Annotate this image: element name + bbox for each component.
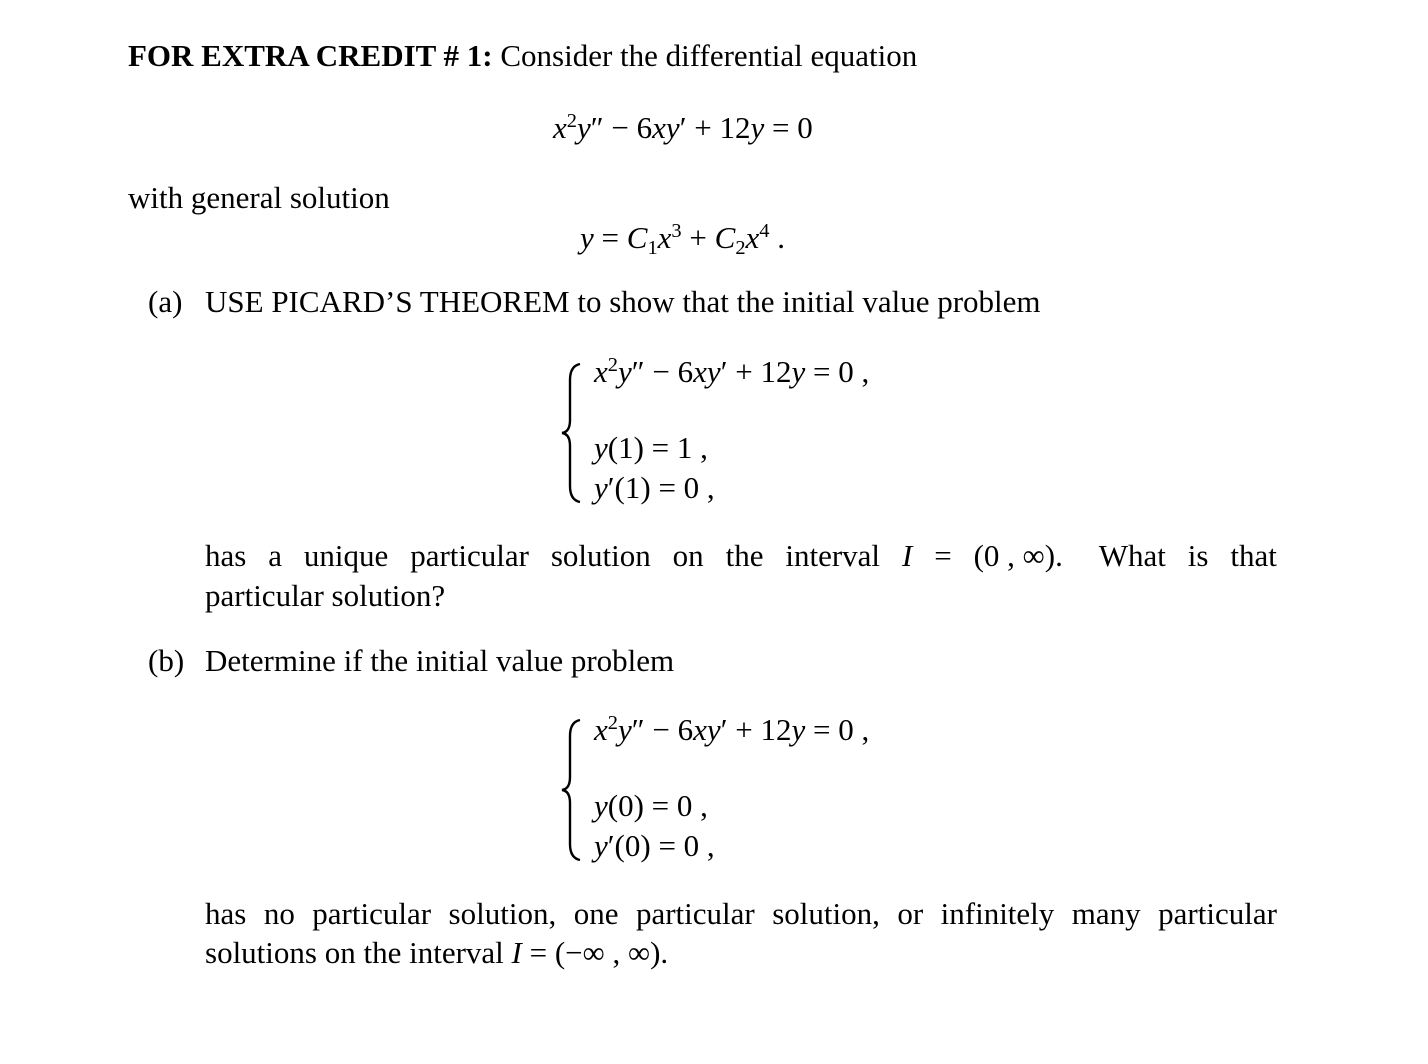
part-b-text: Determine if the initial value problem (205, 643, 675, 678)
part-b-system-ic1: y(0) = 0 , (594, 788, 708, 823)
part-b-system-ode: $x^2y'' - 6xy' + 12y = 0$ , (594, 711, 870, 747)
part-b-brace (560, 718, 584, 862)
intro-line (128, 38, 917, 74)
general-solution-label: with general solution (128, 180, 390, 215)
part-b-label: (b) (148, 643, 185, 678)
part-a-system-ode: $x^2y'' - 6xy' + 12y = 0$ , (594, 353, 870, 389)
part-a-brace (560, 362, 584, 504)
part-b-system-ic2: y′(0) = 0 , (594, 828, 715, 863)
part-a-after-line1: has a unique particular solution on the interval I = (0 , ∞). What is that (205, 538, 1277, 573)
general-solution-equation: $y = C_1x^3 + C_2x^4$ . (580, 219, 786, 259)
ode-equation: $x^2y'' - 6xy' + 12y = 0$ (553, 109, 813, 145)
extra-credit-heading: FOR EXTRA CREDIT # 1: (128, 38, 493, 73)
part-b-after-line1: has no particular solution, one particular solution, or infinitely many particular (205, 896, 1277, 931)
part-b-after-line2: solutions on the interval I = (−∞ , ∞). (205, 935, 669, 970)
part-a-after-line2: particular solution? (205, 578, 446, 613)
intro-text: Consider the differential equation (500, 38, 918, 73)
part-a-label: (a) (148, 284, 183, 319)
part-a-system-ic2: y′(1) = 0 , (594, 470, 715, 505)
part-a-text: USE PICARD’S THEOREM to show that the initial value problem (205, 284, 1041, 319)
part-a-system-ic1: y(1) = 1 , (594, 430, 708, 465)
